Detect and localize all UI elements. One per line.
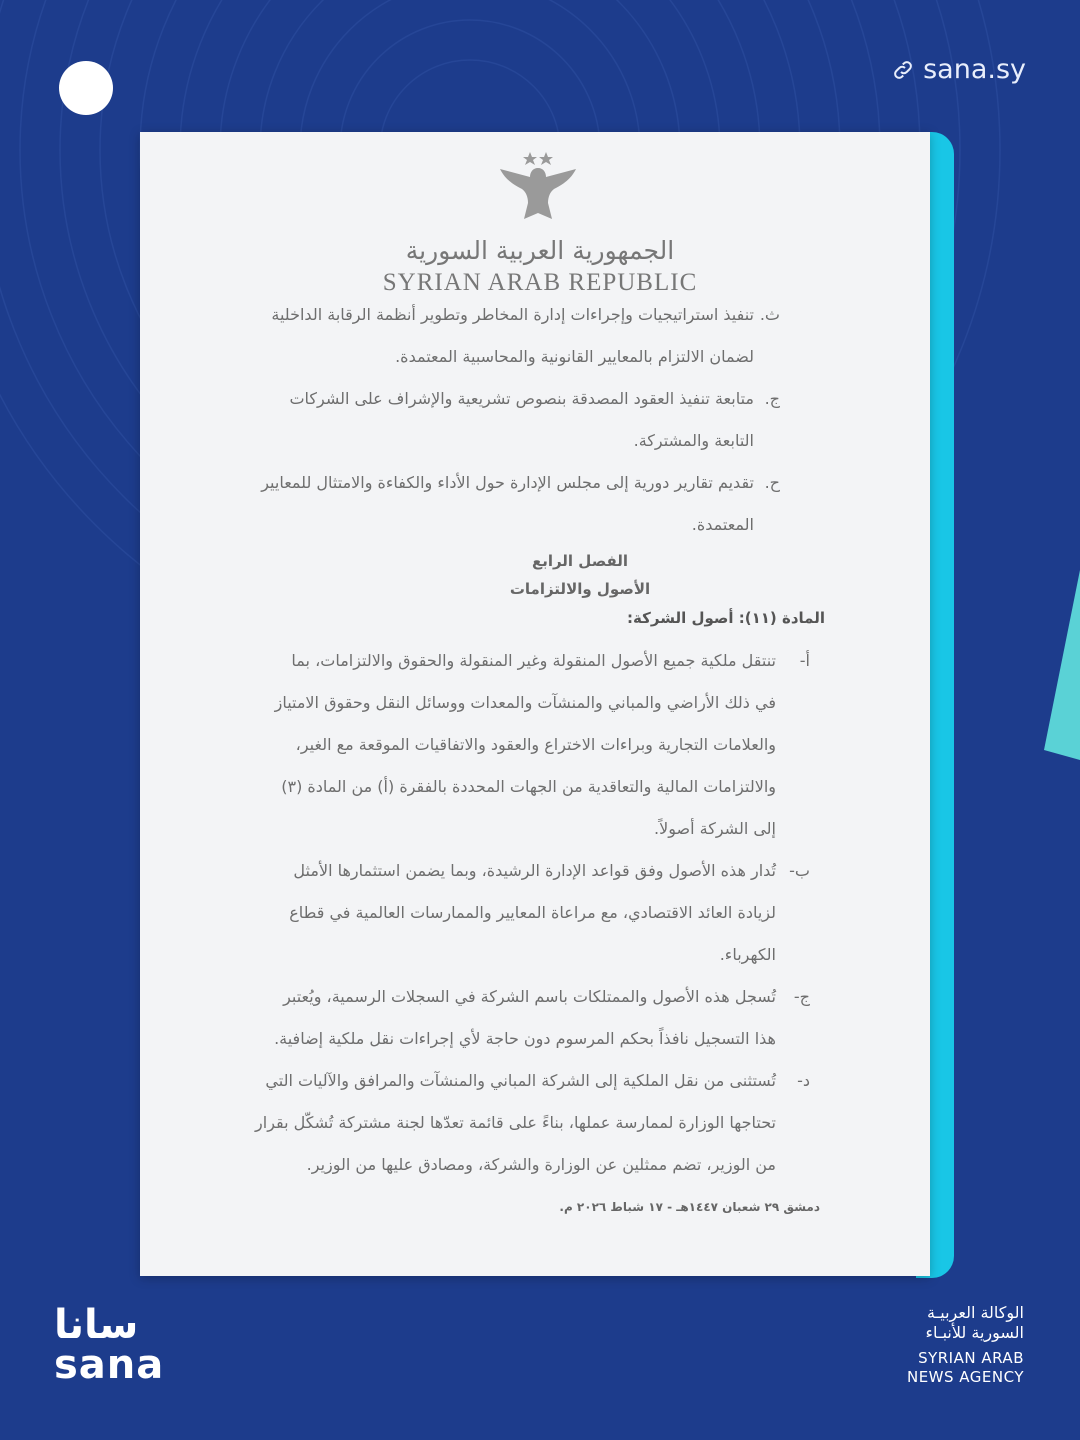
clause-line: والالتزامات المالية والتعاقدية من الجهات المحددة بالفقرة (أ) من المادة (٣)	[281, 777, 776, 796]
clause-dal	[250, 1060, 810, 1186]
clause-line: المعتمدة.	[691, 515, 754, 534]
website-label: sana.sy	[923, 54, 1026, 85]
clauses-top	[250, 294, 780, 546]
clause-tha	[250, 294, 780, 378]
clause-jim-2	[250, 976, 810, 1060]
agency-name-arabic-2: السورية للأنبـاء	[925, 1323, 1024, 1342]
clause-line: تُدار هذه الأصول وفق قواعد الإدارة الرشيدة، وبما يضمن استثمارها الأمثل	[293, 861, 776, 880]
clause-marker: ح.	[764, 473, 780, 492]
clause-line: لزيادة العائد الاقتصادي، مع مراعاة المعايير والممارسات العالمية في قطاع	[289, 903, 776, 922]
clause-jim	[250, 378, 780, 462]
clauses-main	[250, 640, 810, 1186]
clause-ba	[250, 850, 810, 976]
eagle-emblem	[492, 150, 584, 234]
clause-line: من الوزير، تضم ممثلين عن الوزارة والشركة، ومصادق عليها من الوزير.	[306, 1155, 776, 1174]
clause-marker: ب-	[789, 861, 810, 880]
clause-alif	[250, 640, 810, 850]
clause-marker: ج.	[764, 389, 780, 408]
clause-line: تُسجل هذه الأصول والممتلكات باسم الشركة في السجلات الرسمية، ويُعتبر	[283, 987, 776, 1006]
clause-marker: ج-	[793, 987, 810, 1006]
clause-line: تحتاجها الوزارة لممارسة عملها، بناءً على قائمة تعدّها لجنة مشتركة تُشكّل بقرار	[255, 1113, 776, 1132]
decorative-shape	[1040, 560, 1080, 760]
website-link[interactable]	[891, 54, 1026, 85]
logo-arabic: سانا	[54, 1302, 139, 1348]
clause-line: تُستثنى من نقل الملكية إلى الشركة المباني والمنشآت والمرافق والآليات التي	[265, 1071, 776, 1090]
clause-line: إلى الشركة أصولاً.	[654, 819, 776, 838]
clause-line: والعلامات التجارية وبراءات الاختراع والعقود والاتفاقيات الموقعة مع الغير،	[295, 735, 776, 754]
logo-latin: sana	[54, 1342, 165, 1388]
clause-line: التابعة والمشتركة.	[633, 431, 754, 450]
chapter-title: الفصل الرابع	[531, 552, 629, 570]
decorative-dot	[59, 61, 113, 115]
republic-name-english: SYRIAN ARAB REPUBLIC	[382, 269, 698, 296]
agency-name-english-2: NEWS AGENCY	[906, 1368, 1024, 1386]
article-title: المادة (١١): أصول الشركة:	[627, 609, 825, 627]
clause-line: تقديم تقارير دورية إلى مجلس الإدارة حول الأداء والكفاءة والامتثال للمعايير	[261, 473, 754, 492]
clause-line: هذا التسجيل نافذاً بحكم المرسوم دون حاجة لأي إجراءات نقل ملكية إضافية.	[274, 1029, 776, 1048]
link-icon	[891, 58, 915, 82]
chapter-subtitle: الأصول والالتزامات	[509, 580, 651, 598]
clause-line: لضمان الالتزام بالمعايير القانونية والمحاسبية المعتمدة.	[395, 347, 754, 366]
clause-marker: د-	[797, 1071, 810, 1090]
clause-line: في ذلك الأراضي والمباني والمنشآت والمعدات ووسائل النقل وحقوق الامتياز	[274, 693, 776, 712]
agency-name	[907, 1303, 1024, 1387]
sana-logo	[54, 1302, 204, 1388]
agency-name-english-1: SYRIAN ARAB	[918, 1349, 1024, 1367]
clause-line: متابعة تنفيذ العقود المصدقة بنصوص تشريعية والإشراف على الشركات	[289, 389, 754, 408]
clause-line: تنتقل ملكية جميع الأصول المنقولة وغير المنقولة والحقوق والالتزامات، بما	[291, 651, 776, 670]
clause-marker: ث.	[759, 305, 780, 324]
clause-line: تنفيذ استراتيجيات وإجراءات إدارة المخاطر وتطوير أنظمة الرقابة الداخلية	[271, 305, 754, 324]
clause-ha	[250, 462, 780, 546]
republic-name-arabic: الجمهورية العربية السورية	[405, 236, 675, 265]
clause-line: الكهرباء.	[719, 945, 776, 964]
agency-name-arabic-1: الوكالة العربيـة	[926, 1303, 1024, 1322]
clause-marker: أ-	[799, 651, 810, 670]
document-date: دمشق ٢٩ شعبان ١٤٤٧هـ - ١٧ شباط ٢٠٢٦ م.	[559, 1200, 820, 1214]
